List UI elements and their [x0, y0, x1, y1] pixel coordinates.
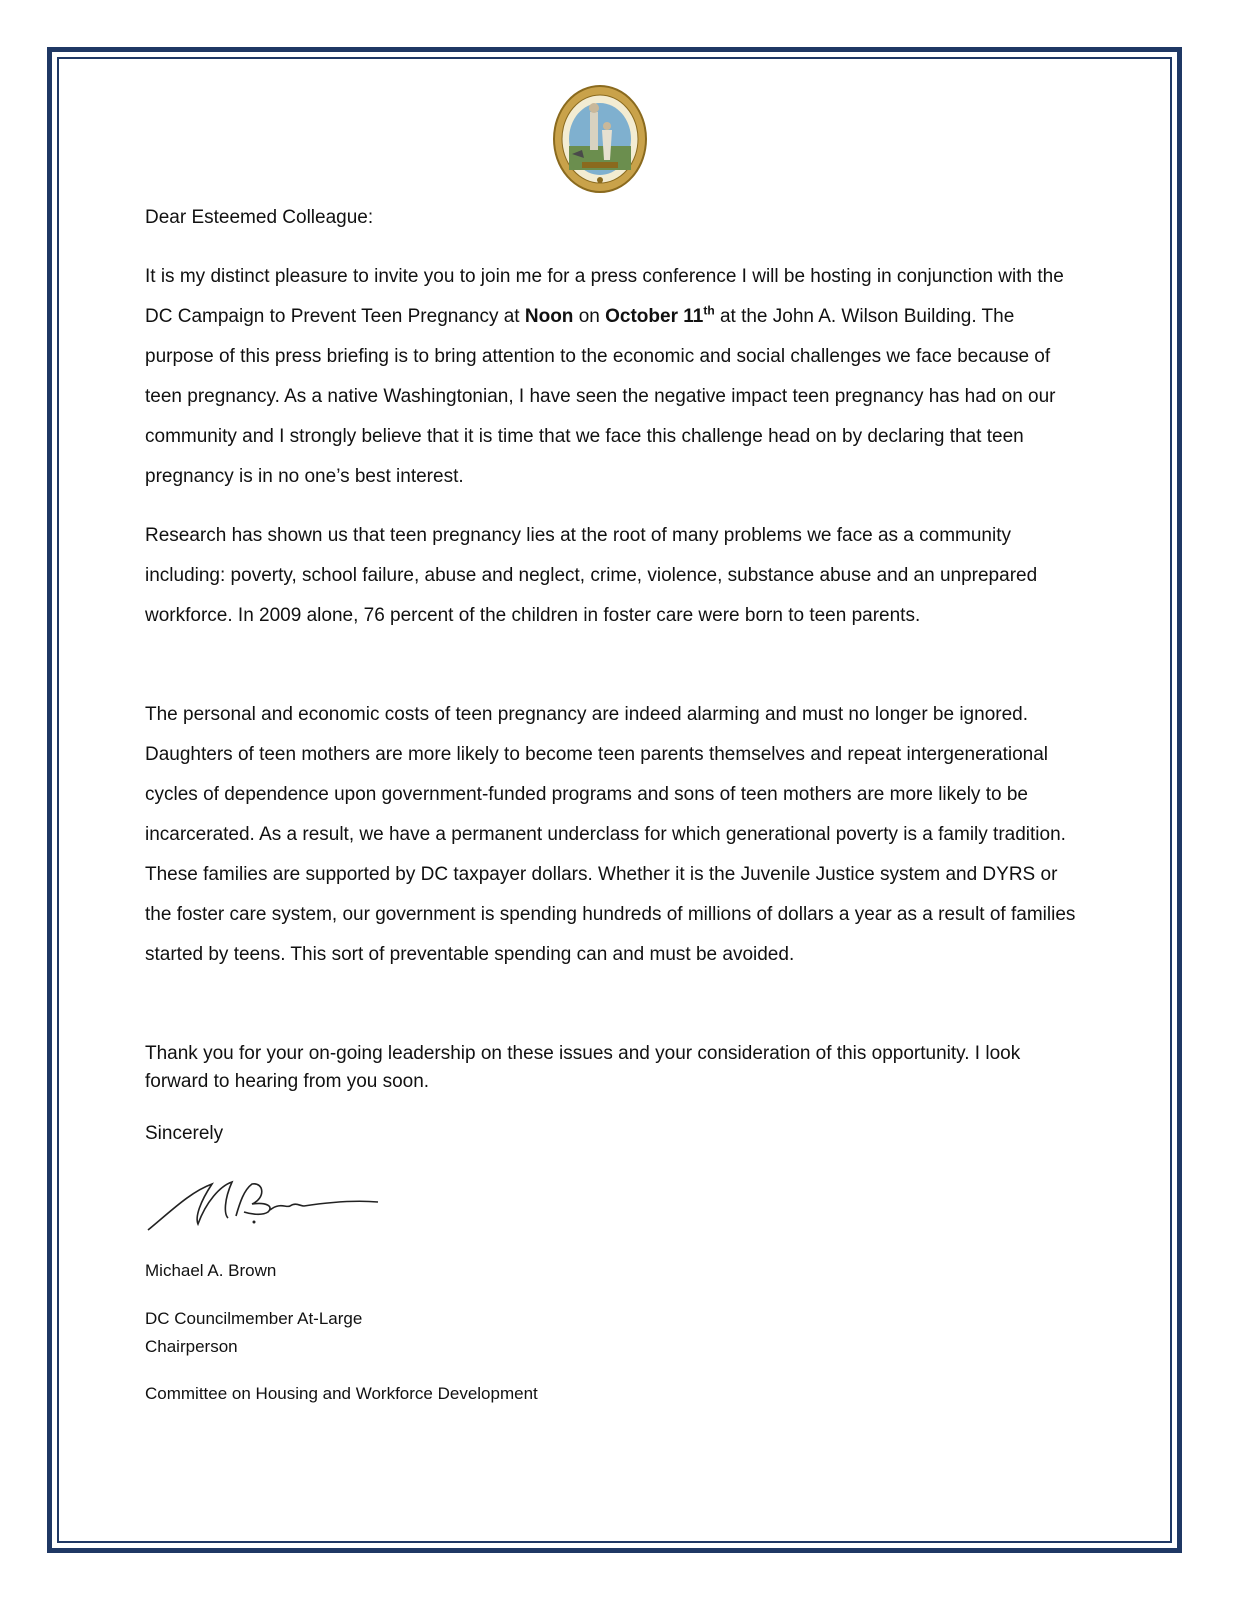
event-time: Noon — [524, 306, 574, 327]
signer-committee: Committee on Housing and Workforce Development — [145, 1384, 538, 1403]
event-date: October 11 — [605, 306, 704, 327]
salutation: Dear Esteemed Colleague: — [145, 207, 374, 228]
signer-name: Michael A. Brown — [145, 1261, 277, 1280]
signature-icon — [140, 1172, 390, 1242]
paragraph-invitation-lead: It is my distinct pleasure to invite you to join me for a press conference I will be hosting in conjunction with the DC Campaign to Prevent Teen Pregnancy at — [145, 266, 1064, 327]
closing: Sincerely — [145, 1123, 224, 1144]
event-date-suffix: th — [703, 303, 715, 318]
paragraph-invitation-on: on — [573, 306, 606, 327]
paragraph-costs: The personal and economic costs of teen pregnancy are indeed alarming and must no longer be ignored. Daughters of teen mothers are more likely to become teen parents themselves and repeat intergenerational cycles of dependence upon government-funded programs and sons of teen mothers are more likely to be incarcerated. As a result, we have a permanent underclass for which generational poverty is a family tradition. These families are supported by DC taxpayer dollars. Whether it is the Juvenile Justice system and DYRS or the foster care system, our government is spending hundreds of millions of dollars a year as a result of families started by teens. This sort of preventable spending can and must be avoided. — [145, 704, 1076, 965]
paragraph-invitation — [145, 257, 1085, 497]
signer-role: Chairperson — [145, 1337, 238, 1356]
signer-title: DC Councilmember At-Large — [145, 1309, 363, 1328]
paragraph-research: Research has shown us that teen pregnancy lies at the root of many problems we face as a community including: poverty, school failure, abuse and neglect, crime, violence, substance abuse and an unprepared workforce. In 2009 alone, 76 percent of the children in foster care were born to teen parents. — [145, 525, 1038, 626]
paragraph-thanks: Thank you for your on-going leadership on these issues and your consideration of this opportunity. I look forward to hearing from you soon. — [145, 1043, 1021, 1092]
paragraph-invitation-rest: at the John A. Wilson Building. The purpose of this press briefing is to bring attention to the economic and social challenges we face because of teen pregnancy. As a native Washingtonian, I have seen the negative impact teen pregnancy has had on our community and I strongly believe that it is time that we face this challenge head on by declaring that teen pregnancy is in no one’s best interest. — [145, 306, 1056, 487]
district-of-columbia-seal-icon — [552, 84, 648, 194]
